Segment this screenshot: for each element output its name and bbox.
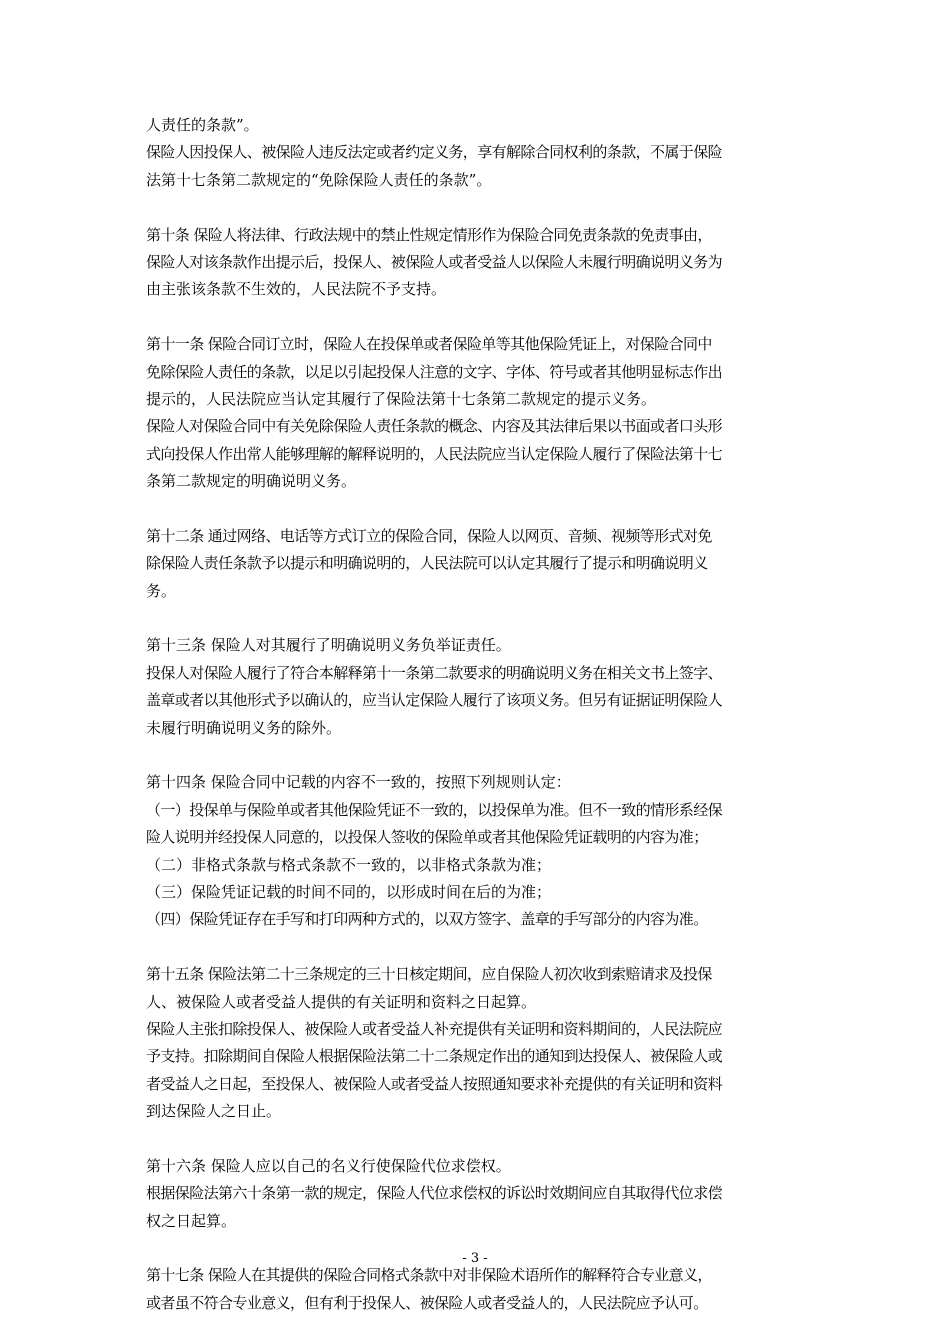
text-line: 保险人对保险合同中有关免除保险人责任条款的概念、内容及其法律后果以书面或者口头形 bbox=[146, 417, 723, 436]
text-line: 险人说明并经投保人同意的，以投保人签收的保险单或者其他保险凭证载明的内容为准； bbox=[146, 828, 708, 847]
paragraph-gap bbox=[146, 495, 810, 522]
document-body bbox=[146, 112, 810, 1317]
paragraph-gap bbox=[146, 304, 810, 331]
paragraph-gap bbox=[146, 742, 810, 769]
article-11-line: 第十一条 保险合同订立时，保险人在投保单或者保险单等其他保险凭证上，对保险合同中 bbox=[146, 335, 712, 354]
text-line: 者受益人之日起，至投保人、被保险人或者受益人按照通知要求补充提供的有关证明和资料 bbox=[146, 1074, 723, 1093]
text-line: 免除保险人责任的条款，以足以引起投保人注意的文字、字体、符号或者其他明显标志作出 bbox=[146, 362, 723, 381]
list-item: （二）非格式条款与格式条款不一致的，以非格式条款为准； bbox=[146, 855, 552, 874]
text-line: 保险人对该条款作出提示后，投保人、被保险人或者受益人以保险人未履行明确说明义务为 bbox=[146, 252, 723, 271]
page-number: - 3 - bbox=[462, 1251, 488, 1266]
article-16-line: 第十六条 保险人应以自己的名义行使保险代位求偿权。 bbox=[146, 1156, 511, 1175]
paragraph-gap bbox=[146, 934, 810, 961]
text-line: 提示的，人民法院应当认定其履行了保险法第十七条第二款规定的提示义务。 bbox=[146, 389, 657, 408]
text-line: 人责任的条款”。 bbox=[146, 116, 259, 134]
article-17-line: 第十七条 保险人在其提供的保险合同格式条款中对非保险术语所作的解释符合专业意义， bbox=[146, 1266, 712, 1285]
text-line: 除保险人责任条款予以提示和明确说明的，人民法院可以认定其履行了提示和明确说明义 bbox=[146, 554, 708, 573]
text-line: 未履行明确说明义务的除外。 bbox=[146, 718, 342, 737]
list-item: （四）保险凭证存在手写和打印两种方式的，以双方签字、盖章的手写部分的内容为准。 bbox=[146, 910, 708, 929]
article-13-line: 第十三条 保险人对其履行了明确说明义务负举证责任。 bbox=[146, 636, 511, 655]
text-line: 务。 bbox=[146, 581, 177, 600]
text-line: 或者虽不符合专业意义，但有利于投保人、被保险人或者受益人的，人民法院应予认可。 bbox=[146, 1293, 708, 1312]
text-line: 保险人因投保人、被保险人违反法定或者约定义务，享有解除合同权利的条款，不属于保险 bbox=[146, 143, 723, 162]
text-line: 条第二款规定的明确说明义务。 bbox=[146, 472, 357, 491]
paragraph-gap bbox=[146, 194, 810, 221]
article-14-line: 第十四条 保险合同中记载的内容不一致的，按照下列规则认定： bbox=[146, 773, 571, 792]
text-line: 到达保险人之日止。 bbox=[146, 1102, 282, 1121]
text-line: 法第十七条第二款规定的“免除保险人责任的条款”。 bbox=[146, 170, 492, 189]
article-12-line: 第十二条 通过网络、电话等方式订立的保险合同，保险人以网页、音频、视频等形式对免 bbox=[146, 526, 712, 545]
text-line: 保险人主张扣除投保人、被保险人或者受益人补充提供有关证明和资料期间的，人民法院应 bbox=[146, 1019, 723, 1038]
text-line: 由主张该条款不生效的，人民法院不予支持。 bbox=[146, 280, 447, 299]
text-line: 式向投保人作出常人能够理解的解释说明的，人民法院应当认定保险人履行了保险法第十七 bbox=[146, 444, 723, 463]
article-15-line: 第十五条 保险法第二十三条规定的三十日核定期间，应自保险人初次收到索赔请求及投保 bbox=[146, 965, 712, 984]
text-line: 投保人对保险人履行了符合本解释第十一条第二款要求的明确说明义务在相关文书上签字、 bbox=[146, 663, 723, 682]
text-line: 盖章或者以其他形式予以确认的，应当认定保险人履行了该项义务。但另有证据证明保险人 bbox=[146, 691, 723, 710]
text-line: 予支持。扣除期间自保险人根据保险法第二十二条规定作出的通知到达投保人、被保险人或 bbox=[146, 1047, 723, 1066]
text-line: 人、被保险人或者受益人提供的有关证明和资料之日起算。 bbox=[146, 992, 537, 1011]
article-10-line: 第十条 保险人将法律、行政法规中的禁止性规定情形作为保险合同免责条款的免责事由， bbox=[146, 225, 712, 244]
paragraph-gap bbox=[146, 1125, 810, 1152]
list-item: （三）保险凭证记载的时间不同的，以形成时间在后的为准； bbox=[146, 882, 552, 901]
text-line: 权之日起算。 bbox=[146, 1211, 237, 1230]
paragraph-gap bbox=[146, 605, 810, 632]
text-line: 根据保险法第六十条第一款的规定，保险人代位求偿权的诉讼时效期间应自其取得代位求偿 bbox=[146, 1184, 723, 1203]
list-item: （一）投保单与保险单或者其他保险凭证不一致的，以投保单为准。但不一致的情形系经保 bbox=[146, 800, 723, 819]
